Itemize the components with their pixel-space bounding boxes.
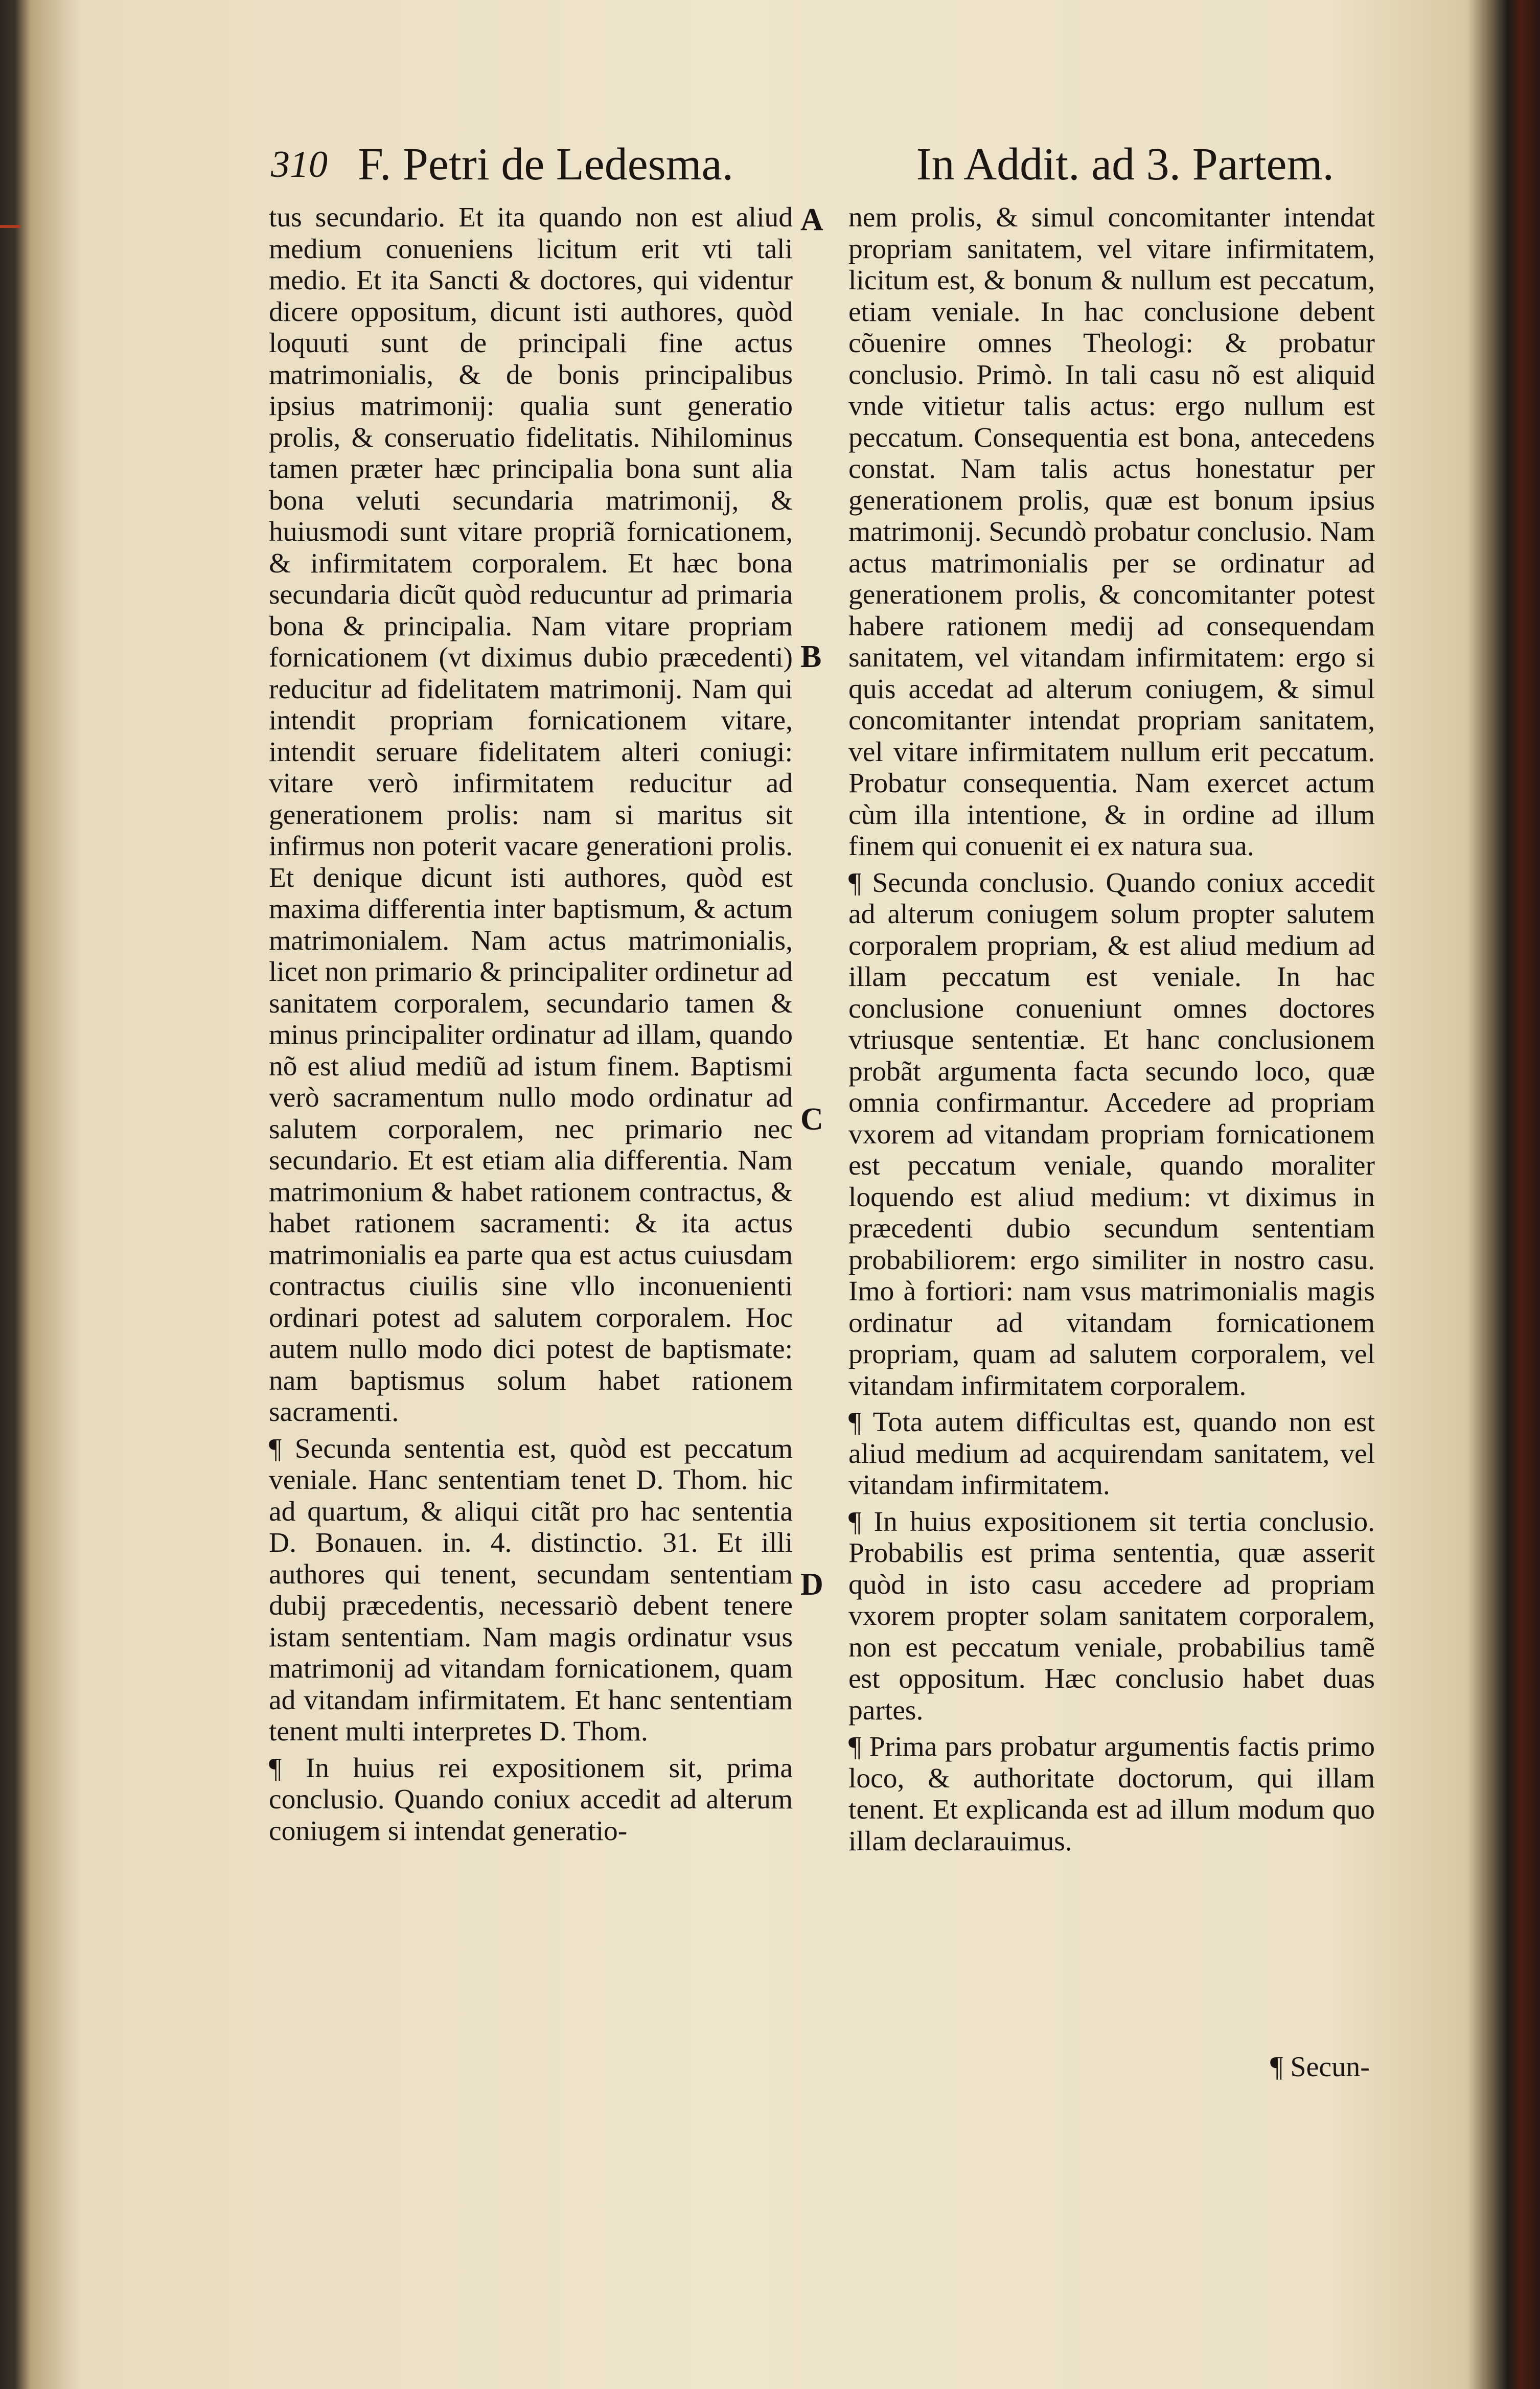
- book-page: [20, 0, 1492, 2389]
- catchword: ¶ Secun-: [1270, 2051, 1370, 2083]
- margin-marker-d: D: [800, 1567, 823, 1602]
- paragraph: ¶ Prima pars probatur argumentis factis primo loco, & authoritate doctorum, qui illam tenent. Et explicanda est ad illum modum quo illam declarauimus.: [848, 1731, 1375, 1857]
- running-head-right: In Addit. ad 3. Partem.: [916, 139, 1334, 190]
- paragraph: ¶ Secunda conclusio. Quando coniux accedit ad alterum coniugem solum propter salutem corporalem propriam, & est aliud medium ad illam peccatum est veniale. In hac conclusione conueniunt omnes doctores vtriusque sententiæ. Et hanc conclusionem probãt argumenta facta secundo loco, quæ omnia confirmantur. Accedere ad propriam vxorem ad vitandam propriam fornicationem est peccatum veniale, quando moraliter loquendo est aliud medium: vt diximus in præcedenti dubio secundum sententiam probabiliorem: ergo similiter in nostro casu. Imo à fortiori: nam vsus matrimonialis magis ordinatur ad vitandam fornicationem propriam, quam ad salutem corporalem, vel vitandam infirmitatem corporalem.: [848, 867, 1375, 1402]
- paragraph: ¶ In huius rei expositionem sit, prima conclusio. Quando coniux accedit ad alterum coniugem si intendat generatio-: [269, 1752, 793, 1847]
- paragraph: ¶ In huius expositionem sit tertia conclusio. Probabilis est prima sententia, quæ asserit quòd in isto casu accedere ad propriam vxorem propter solam sanitatem corporalem, non est peccatum veniale, probabilius tamẽ est oppositum. Hæc conclusio habet duas partes.: [848, 1506, 1375, 1726]
- page-header: [271, 138, 1334, 194]
- paragraph: tus secundario. Et ita quando non est aliud medium conueniens licitum erit vti tali medio. Et ita Sancti & doctores, qui videntur dicere oppositum, dicunt isti authores, quòd loquuti sunt de principali fine actus matrimonialis, & de bonis principalibus ipsius matrimonij: qualia sunt generatio prolis, & conseruatio fidelitatis. Nihilominus tamen præter hæc principalia bona sunt alia bona veluti secundaria matrimonij, & huiusmodi sunt vitare propriã fornicationem, & infirmitatem corporalem. Et hæc bona secundaria dicũt quòd reducuntur ad primaria bona & principalia. Nam vitare propriam fornicationem (vt diximus dubio præcedenti) reducitur ad fidelitatem matrimonij. Nam qui intendit propriam fornicationem vitare, intendit seruare fidelitatem alteri coniugi: vitare verò infirmitatem reducitur ad generationem prolis: nam si maritus sit infirmus non poterit vacare generationi prolis. Et denique dicunt isti authores, quòd est maxima differentia inter baptismum, & actum matrimonialem. Nam actus matrimonialis, licet non primario & principaliter ordinetur ad sanitatem corporalem, secundario tamen & minus principaliter ordinatur ad illam, quando nõ est aliud mediũ ad istum finem. Baptismi verò sacramentum nullo modo ordinatur ad salutem corporalem, nec primario nec secundario. Et est etiam alia differentia. Nam matrimonium & habet rationem contractus, & habet rationem sacramenti: & ita actus matrimonialis ea parte qua est actus cuiusdam contractus ciuilis sine vllo inconuenienti ordinari potest ad salutem corporalem. Hoc autem nullo modo dici potest de baptismate: nam baptismus solum habet rationem sacramenti.: [269, 202, 793, 1428]
- running-head-left: F. Petri de Ledesma.: [358, 139, 734, 190]
- margin-marker-b: B: [800, 639, 822, 674]
- page-number: 310: [271, 144, 328, 186]
- paragraph: nem prolis, & simul concomitanter intendat propriam sanitatem, vel vitare infirmitatem, licitum est, & bonum & nullum est peccatum, etiam veniale. In hac conclusione debent cõuenire omnes Theologi: & probatur conclusio. Primò. In tali casu nõ est aliquid vnde vitietur talis actus: ergo nullum est peccatum. Consequentia est bona, antecedens constat. Nam talis actus honestatur per generationem prolis, quæ est bonum ipsius matrimonij. Secundò probatur conclusio. Nam actus matrimonialis per se ordinatur ad generationem prolis, & concomitanter potest habere rationem medij ad consequendam sanitatem, vel vitandam infirmitatem: ergo si quis accedat ad alterum coniugem, & simul concomitanter intendat propriam sanitatem, vel vitare infirmitatem nullum erit peccatum. Probatur consequentia. Nam exercet actum cùm illa intentione, & in ordine ad illum finem qui conuenit ei ex natura sua.: [848, 202, 1375, 862]
- right-text-column: [848, 202, 1375, 2052]
- paragraph: ¶ Tota autem difficultas est, quando non est aliud medium ad acquirendam sanitatem, vel vitandam infirmitatem.: [848, 1407, 1375, 1501]
- paragraph: ¶ Secunda sententia est, quòd est peccatum veniale. Hanc sententiam tenet D. Thom. hic ad quartum, & aliqui citãt pro hac sententia D. Bonauen. in. 4. distinctio. 31. Et illi authores qui tenent, secundam sententiam dubij præcedentis, necessariò debent tenere istam sententiam. Nam magis ordinatur vsus matrimonij ad vitandam fornicationem, quam ad vitandam infirmitatem. Et hanc sententiam tenent multi interpretes D. Thom.: [269, 1433, 793, 1747]
- margin-marker-c: C: [800, 1102, 823, 1137]
- margin-marker-a: A: [800, 202, 823, 237]
- bookmark-ribbon: [0, 225, 20, 228]
- left-text-column: [269, 202, 793, 2052]
